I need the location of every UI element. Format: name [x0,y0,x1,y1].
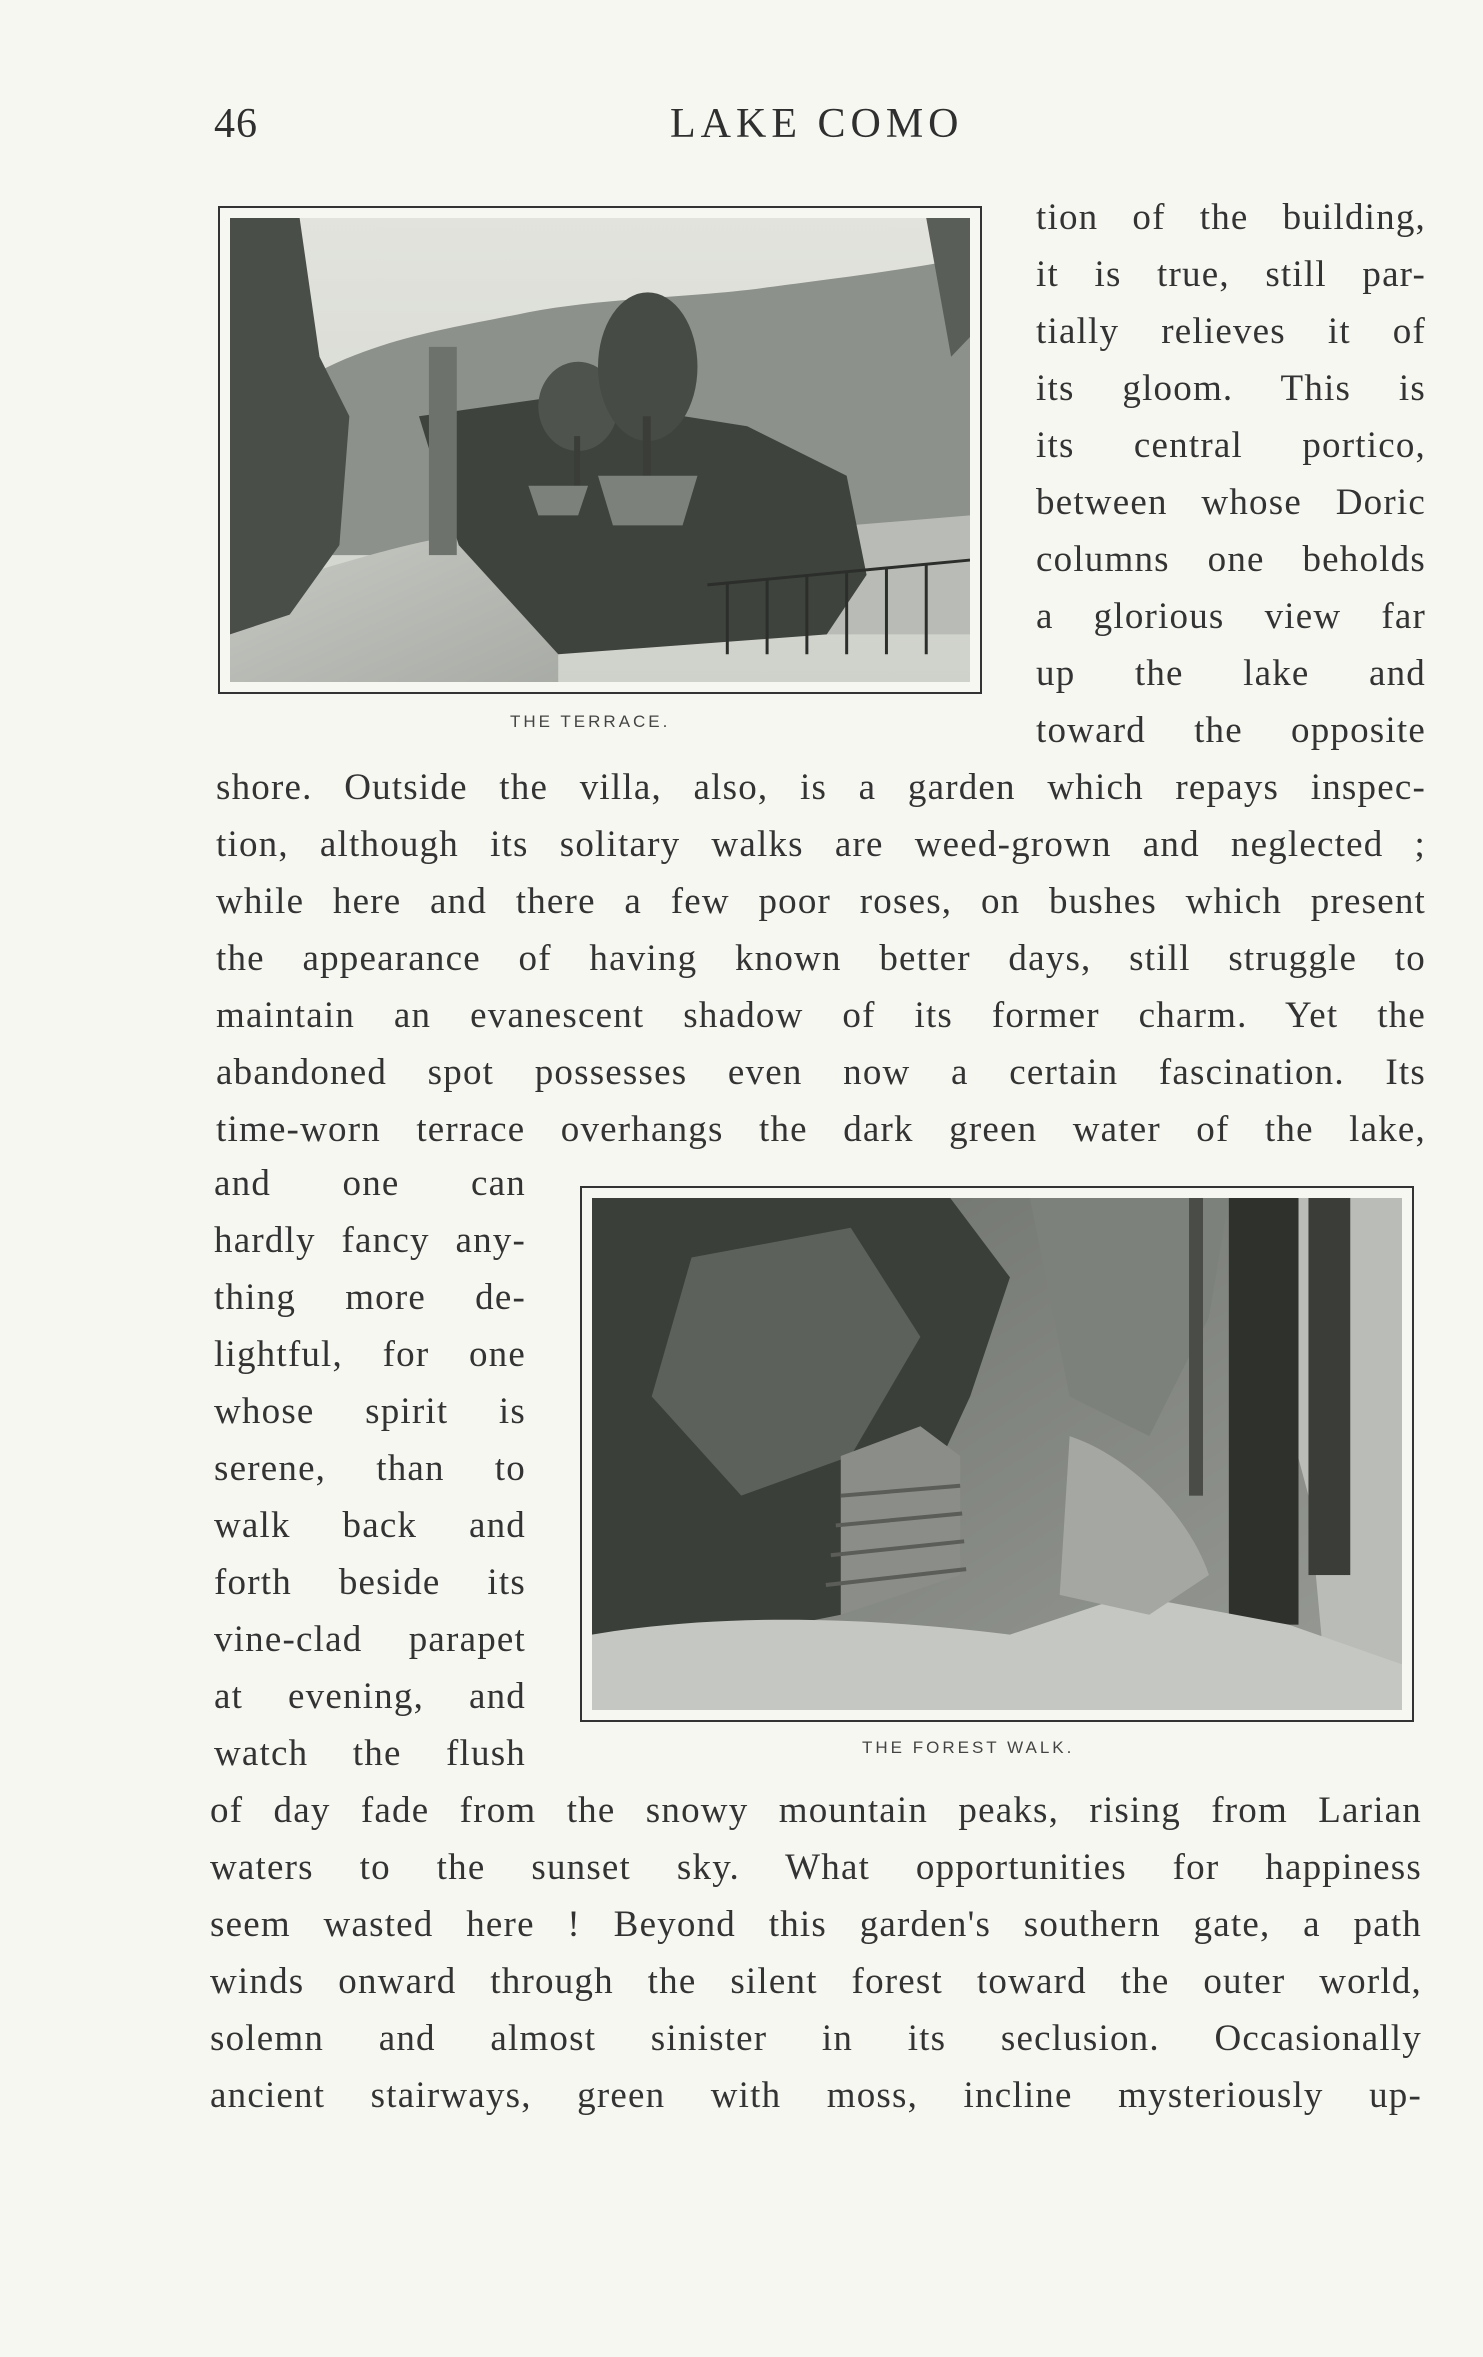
text-line: up the lake and [1036,653,1426,694]
text-line: a glorious view far [1036,596,1426,637]
text-line: between whose Doric [1036,482,1426,523]
text-line: columns one beholds [1036,539,1426,580]
text-line: winds onward through the silent forest toward the outer world, [210,1961,1422,2002]
page-number: 46 [214,101,258,147]
text-line: abandoned spot possesses even now a certain fascination. Its [216,1052,1426,1093]
text-line: solemn and almost sinister in its seclusion. Occasionally [210,2018,1422,2059]
forest-walk-photo [580,1186,1414,1722]
text-line: lightful, for one [214,1334,526,1375]
text-line: time-worn terrace overhangs the dark green water of the lake, [216,1109,1426,1150]
text-line: thing more de- [214,1277,526,1318]
running-head [200,100,1420,160]
running-title: LAKE COMO [670,101,964,147]
text-line: its gloom. This is [1036,368,1426,409]
text-line: seem wasted here ! Beyond this garden's southern gate, a path [210,1904,1422,1945]
text-line: tion of the building, [1036,197,1426,238]
text-line: ancient stairways, green with moss, incline mysteriously up- [210,2075,1422,2116]
text-line: its central portico, [1036,425,1426,466]
text-line: it is true, still par- [1036,254,1426,295]
text-line: toward the opposite [1036,710,1426,751]
text-line: serene, than to [214,1448,526,1489]
text-line: watch the flush [214,1733,526,1774]
text-line: at evening, and [214,1676,526,1717]
text-line: while here and there a few poor roses, on bushes which present [216,881,1426,922]
text-line: tially relieves it of [1036,311,1426,352]
text-line: whose spirit is [214,1391,526,1432]
terrace-photo [218,206,982,694]
text-line: tion, although its solitary walks are weed-grown and neglected ; [216,824,1426,865]
text-line: and one can [214,1163,526,1204]
text-line: waters to the sunset sky. What opportunities for happiness [210,1847,1422,1888]
text-line: forth beside its [214,1562,526,1603]
text-line: shore. Outside the villa, also, is a garden which repays inspec- [216,767,1426,808]
text-line: maintain an evanescent shadow of its former charm. Yet the [216,995,1426,1036]
text-line: the appearance of having known better days, still struggle to [216,938,1426,979]
text-line: of day fade from the snowy mountain peaks, rising from Larian [210,1790,1422,1831]
text-line: vine-clad parapet [214,1619,526,1660]
forest-walk-caption: THE FOREST WALK. [862,1738,1075,1757]
text-line: walk back and [214,1505,526,1546]
terrace-caption: THE TERRACE. [510,712,671,731]
text-line: hardly fancy any- [214,1220,526,1261]
